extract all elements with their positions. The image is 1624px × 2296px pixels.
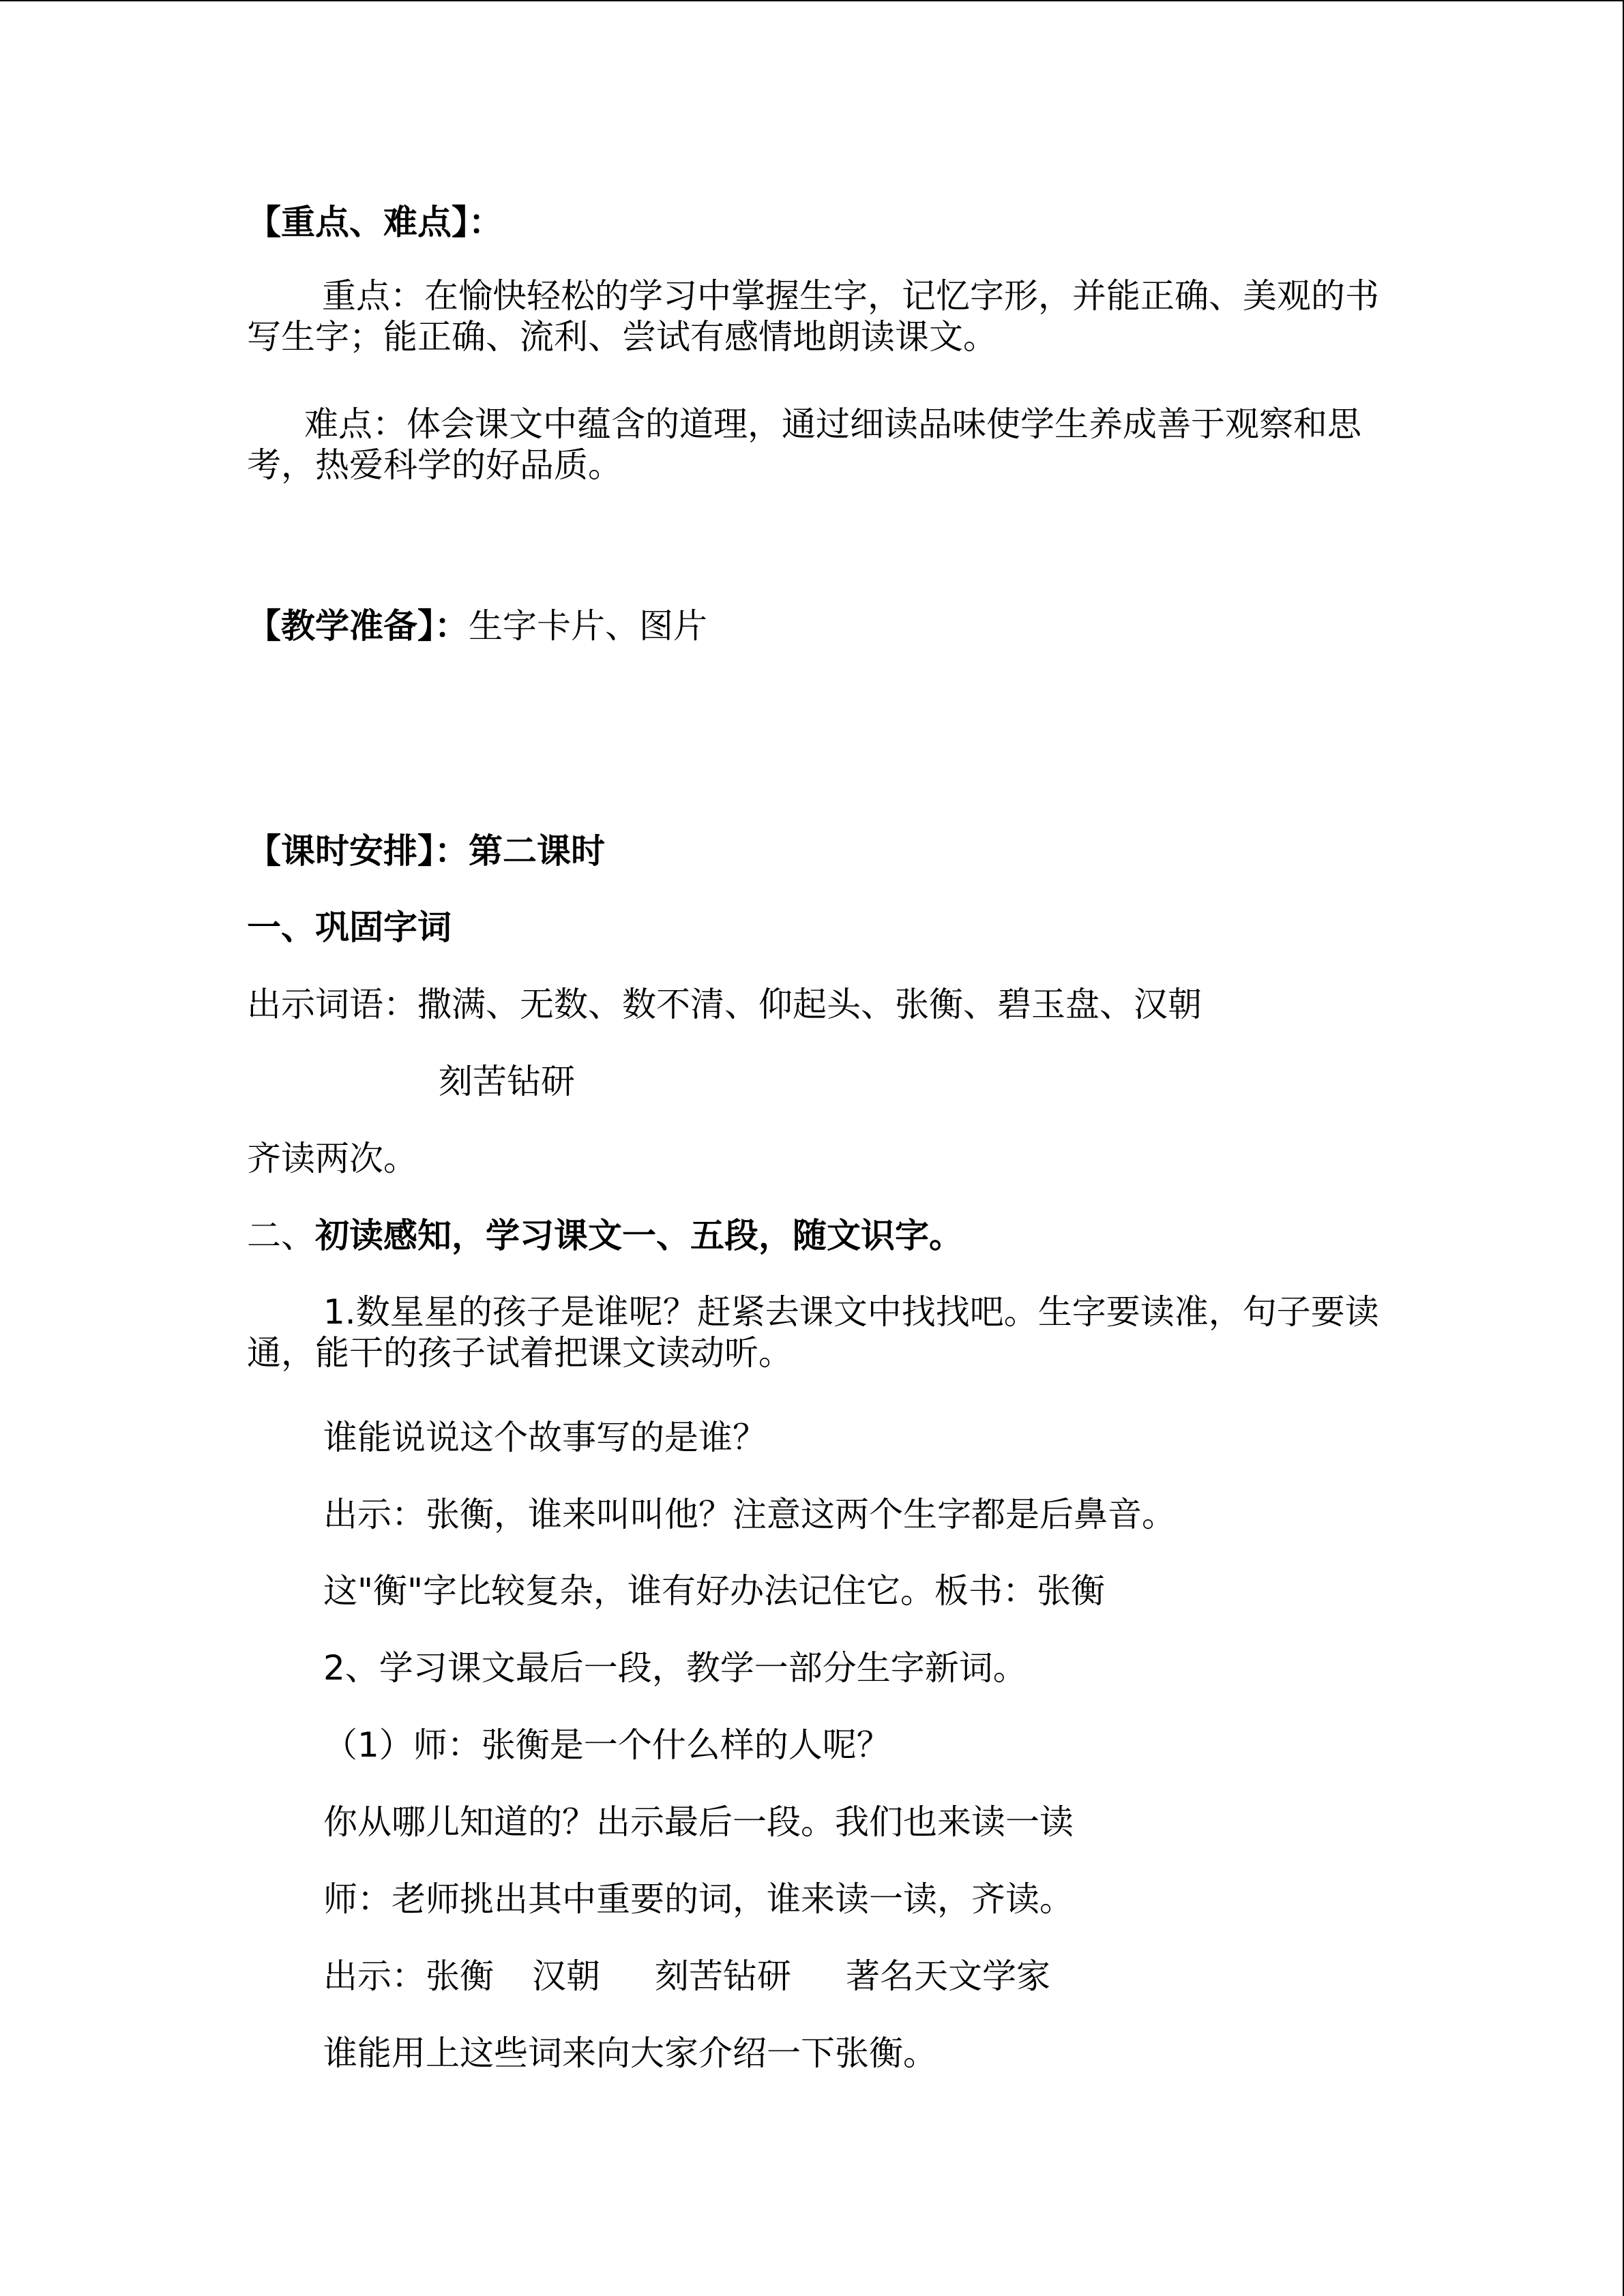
- introduce-line: 谁能用上这些词来向大家介绍一下张衡。: [323, 2033, 937, 2073]
- how-know-line: 你从哪儿知道的？出示最后一段。我们也来读一读: [323, 1802, 1074, 1842]
- word-item: 汉朝: [532, 1956, 600, 1996]
- part1-heading: 一、巩固字词: [247, 908, 452, 947]
- preparation-heading: 【教学准备】：: [247, 606, 469, 646]
- who-question: 谁能说说这个故事写的是谁？: [323, 1418, 767, 1457]
- preparation-content: 生字卡片、图片: [469, 606, 707, 646]
- word-item: 著名天文学家: [846, 1956, 1050, 1996]
- part2-heading: [247, 1215, 963, 1256]
- word-item: 刻苦钻研: [655, 1956, 791, 1996]
- words-line-1: 出示词语：撒满、无数、数不清、仰起头、张衡、碧玉盘、汉朝: [247, 985, 1202, 1024]
- key-points-heading: 【重点、难点】：: [247, 203, 503, 242]
- part2-heading-number: 二、: [247, 1216, 315, 1255]
- sub-question-1: （1）师：张衡是一个什么样的人呢？: [323, 1725, 891, 1765]
- show-words-label: 出示：: [323, 1956, 426, 1996]
- teacher-words-line: 师：老师挑出其中重要的词，谁来读一读，齐读。: [323, 1879, 1074, 1919]
- words-line-2: 刻苦钻研: [439, 1062, 575, 1101]
- question-1-paragraph: 1.数星星的孩子是谁呢？赶紧去课文中找找吧。生字要读准，句子要读通，能干的孩子试着把课文读动听。: [247, 1292, 1379, 1373]
- focus-paragraph: 重点：在愉快轻松的学习中掌握生字，记忆字形，并能正确、美观的书写生字；能正确、流利、尝试有感情地朗读课文。: [247, 276, 1379, 357]
- word-item: 张衡: [426, 1956, 494, 1996]
- preparation-line: [247, 606, 707, 646]
- show-name-line: 出示：张衡，谁来叫叫他？注意这两个生字都是后鼻音。: [323, 1495, 1176, 1534]
- show-words-line: [323, 1956, 1050, 1997]
- schedule-heading: 【课时安排】：第二课时: [247, 831, 605, 871]
- read-twice: 齐读两次。: [247, 1139, 417, 1178]
- difficulty-paragraph: 难点：体会课文中蕴含的道理，通过细读品味使学生养成善于观察和思考，热爱科学的好品质。: [247, 404, 1361, 485]
- heng-character-line: 这"衡"字比较复杂，谁有好办法记住它。板书：张衡: [323, 1571, 1105, 1611]
- step-2-line: 2、学习课文最后一段，教学一部分生字新词。: [323, 1648, 1027, 1688]
- part2-heading-text: 初读感知，学习课文一、五段，随文识字。: [315, 1216, 963, 1255]
